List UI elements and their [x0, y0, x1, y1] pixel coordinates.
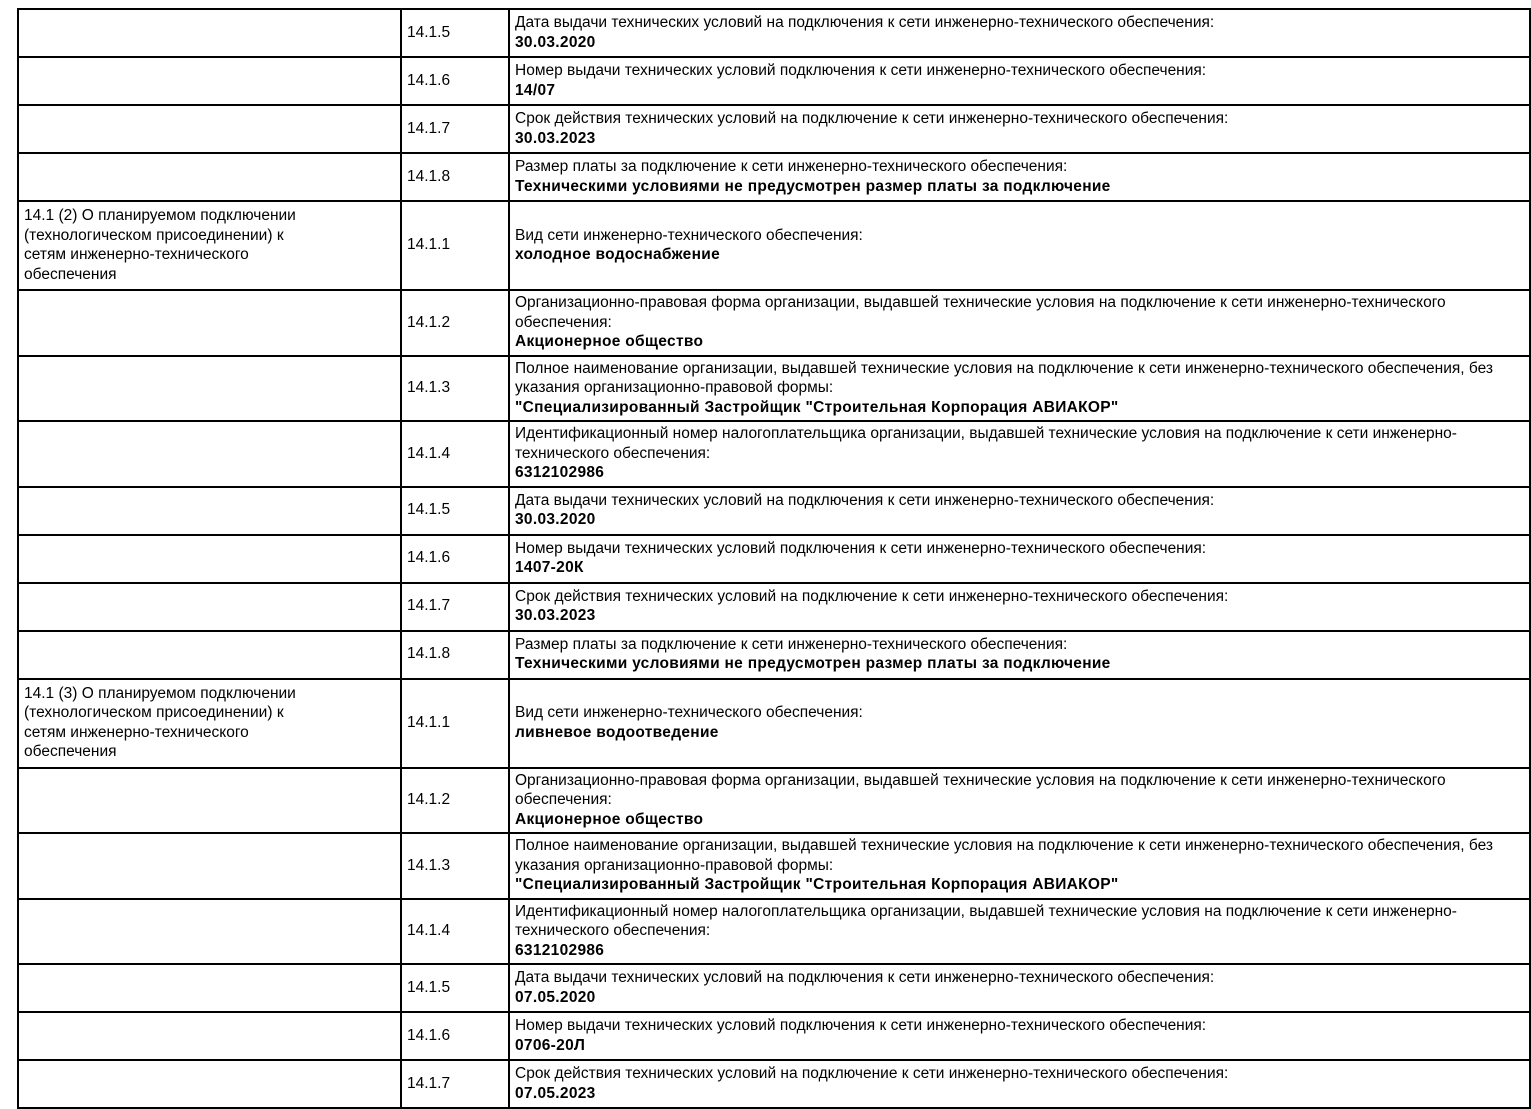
field-label: Дата выдачи технических условий на подключения к сети инженерно-технического обеспечения:	[515, 491, 1215, 509]
code-label: 14.1.4	[407, 922, 451, 939]
content-cell	[509, 201, 1530, 290]
field-label: Дата выдачи технических условий на подключения к сети инженерно-технического обеспечения:	[515, 14, 1215, 31]
section-cell	[18, 153, 401, 201]
section-cell	[18, 487, 401, 535]
section-cell	[18, 1012, 401, 1060]
code-label: 14.1.2	[407, 791, 451, 808]
code-label: 14.1.6	[407, 71, 451, 89]
content-cell	[509, 356, 1530, 422]
field-label: Вид сети инженерно-технического обеспечения:	[515, 704, 863, 721]
table-row	[18, 356, 1530, 422]
table-row	[18, 535, 1530, 583]
content-cell	[509, 421, 1530, 487]
content-cell	[509, 290, 1530, 356]
content-cell	[509, 487, 1530, 535]
field-value: 6312102986	[515, 464, 605, 481]
content-cell	[509, 105, 1530, 153]
code-cell	[401, 583, 509, 631]
code-cell	[401, 201, 509, 290]
table-row	[18, 583, 1530, 631]
code-label: 14.1.5	[407, 501, 451, 519]
section-cell	[18, 899, 401, 965]
section-cell	[18, 105, 401, 153]
section-cell	[18, 964, 401, 1012]
field-value: холодное водоснабжение	[515, 246, 720, 263]
table-row	[18, 290, 1530, 356]
field-value: Акционерное общество	[515, 810, 704, 828]
table-row	[18, 487, 1530, 535]
field-value: 30.03.2023	[515, 129, 596, 147]
table-row	[18, 833, 1530, 899]
table-row	[18, 631, 1530, 679]
code-label: 14.1.6	[407, 1026, 451, 1044]
code-label: 14.1.7	[407, 597, 451, 615]
table-row	[18, 153, 1530, 201]
field-label: Идентификационный номер налогоплательщика организации, выдавшей технические условия на подключение к сети инженерно-технического обеспечения:	[515, 425, 1457, 462]
code-cell	[401, 105, 509, 153]
table-row	[18, 9, 1530, 57]
field-label: Организационно-правовая форма организации, выдавшей технические условия на подключение к сети инженерно-технического обеспечения:	[515, 294, 1446, 331]
field-label: Вид сети инженерно-технического обеспечения:	[515, 226, 863, 244]
code-cell	[401, 290, 509, 356]
table-row	[18, 964, 1530, 1012]
table-row	[18, 421, 1530, 487]
code-label: 14.1.8	[407, 167, 451, 185]
field-label: Дата выдачи технических условий на подключения к сети инженерно-технического обеспечения:	[515, 969, 1215, 986]
code-label: 14.1.3	[407, 856, 451, 874]
code-cell	[401, 356, 509, 422]
field-value: 6312102986	[515, 941, 605, 959]
content-cell	[509, 964, 1530, 1012]
code-cell	[401, 768, 509, 834]
section-cell	[18, 356, 401, 422]
table-row	[18, 768, 1530, 834]
code-cell	[401, 631, 509, 679]
section-cell	[18, 1060, 401, 1108]
field-value: 30.03.2020	[515, 33, 596, 51]
code-label: 14.1.1	[407, 713, 451, 731]
content-cell	[509, 833, 1530, 899]
section-label: 14.1 (2) О планируемом подключении (технологическом присоединении) к сетям инженерно-технического обеспечения	[24, 207, 296, 283]
table-row	[18, 57, 1530, 105]
field-value: 14/07	[515, 81, 556, 99]
field-label: Полное наименование организации, выдавшей технические условия на подключение к сети инженерно-технического обеспечения, без указания организационно-правовой формы:	[515, 837, 1493, 874]
field-label: Номер выдачи технических условий подключения к сети инженерно-технического обеспечения:	[515, 539, 1207, 557]
field-value: "Специализированный Застройщик "Строительная Корпорация АВИАКОР"	[515, 398, 1119, 416]
code-cell	[401, 679, 509, 768]
section-cell	[18, 57, 401, 105]
code-cell	[401, 964, 509, 1012]
table-row	[18, 201, 1530, 290]
field-value: Акционерное общество	[515, 333, 704, 350]
field-value: "Специализированный Застройщик "Строительная Корпорация АВИАКОР"	[515, 876, 1119, 893]
table-row	[18, 899, 1530, 965]
code-cell	[401, 899, 509, 965]
code-cell	[401, 57, 509, 105]
document-page	[0, 8, 1529, 1102]
content-cell	[509, 899, 1530, 965]
section-label: 14.1 (3) О планируемом подключении (технологическом присоединении) к сетям инженерно-технического обеспечения	[24, 684, 296, 760]
field-label: Срок действия технических условий на подключение к сети инженерно-технического обеспечения:	[515, 587, 1229, 605]
table-row	[18, 1012, 1530, 1060]
field-label: Номер выдачи технических условий подключения к сети инженерно-технического обеспечения:	[515, 62, 1207, 79]
code-label: 14.1.5	[407, 23, 451, 41]
code-cell	[401, 535, 509, 583]
code-label: 14.1.8	[407, 645, 451, 663]
field-value: ливневое водоотведение	[515, 723, 719, 741]
field-value: Техническими условиями не предусмотрен размер платы за подключение	[515, 655, 1111, 672]
field-value: Техническими условиями не предусмотрен размер платы за подключение	[515, 177, 1111, 195]
section-cell	[18, 535, 401, 583]
code-cell	[401, 421, 509, 487]
field-label: Размер платы за подключение к сети инженерно-технического обеспечения:	[515, 158, 1068, 175]
declaration-table	[17, 8, 1531, 1109]
content-cell	[509, 153, 1530, 201]
code-label: 14.1.5	[407, 978, 451, 996]
code-cell	[401, 833, 509, 899]
content-cell	[509, 631, 1530, 679]
section-cell	[18, 679, 401, 768]
content-cell	[509, 583, 1530, 631]
code-label: 14.1.6	[407, 549, 451, 567]
code-label: 14.1.1	[407, 236, 451, 254]
field-label: Номер выдачи технических условий подключения к сети инженерно-технического обеспечения:	[515, 1017, 1207, 1034]
section-cell	[18, 631, 401, 679]
section-cell	[18, 201, 401, 290]
content-cell	[509, 1060, 1530, 1108]
content-cell	[509, 1012, 1530, 1060]
code-label: 14.1.7	[407, 1074, 451, 1092]
code-label: 14.1.4	[407, 444, 451, 462]
code-label: 14.1.7	[407, 119, 451, 137]
field-label: Полное наименование организации, выдавшей технические условия на подключение к сети инженерно-технического обеспечения, без указания организационно-правовой формы:	[515, 359, 1493, 396]
field-value: 1407-20К	[515, 559, 584, 576]
field-value: 07.05.2023	[515, 1084, 596, 1102]
code-cell	[401, 153, 509, 201]
code-cell	[401, 9, 509, 57]
content-cell	[509, 768, 1530, 834]
code-label: 14.1.3	[407, 379, 451, 396]
field-value: 0706-20Л	[515, 1036, 586, 1054]
section-cell	[18, 583, 401, 631]
code-cell	[401, 1012, 509, 1060]
declaration-table-body	[18, 9, 1530, 1108]
field-label: Срок действия технических условий на подключение к сети инженерно-технического обеспечения:	[515, 110, 1229, 127]
field-value: 30.03.2020	[515, 511, 596, 528]
section-cell	[18, 768, 401, 834]
section-cell	[18, 833, 401, 899]
field-label: Организационно-правовая форма организации, выдавшей технические условия на подключение к сети инженерно-технического обеспечения:	[515, 771, 1446, 808]
code-cell	[401, 487, 509, 535]
content-cell	[509, 57, 1530, 105]
field-label: Размер платы за подключение к сети инженерно-технического обеспечения:	[515, 635, 1068, 653]
field-value: 07.05.2020	[515, 988, 596, 1006]
code-cell	[401, 1060, 509, 1108]
content-cell	[509, 679, 1530, 768]
table-row	[18, 679, 1530, 768]
field-value: 30.03.2023	[515, 607, 596, 624]
code-label: 14.1.2	[407, 313, 451, 331]
table-row	[18, 105, 1530, 153]
section-cell	[18, 421, 401, 487]
section-cell	[18, 9, 401, 57]
table-row	[18, 1060, 1530, 1108]
content-cell	[509, 535, 1530, 583]
section-cell	[18, 290, 401, 356]
content-cell	[509, 9, 1530, 57]
field-label: Срок действия технических условий на подключение к сети инженерно-технического обеспечения:	[515, 1065, 1229, 1082]
field-label: Идентификационный номер налогоплательщика организации, выдавшей технические условия на подключение к сети инженерно-технического обеспечения:	[515, 902, 1457, 939]
